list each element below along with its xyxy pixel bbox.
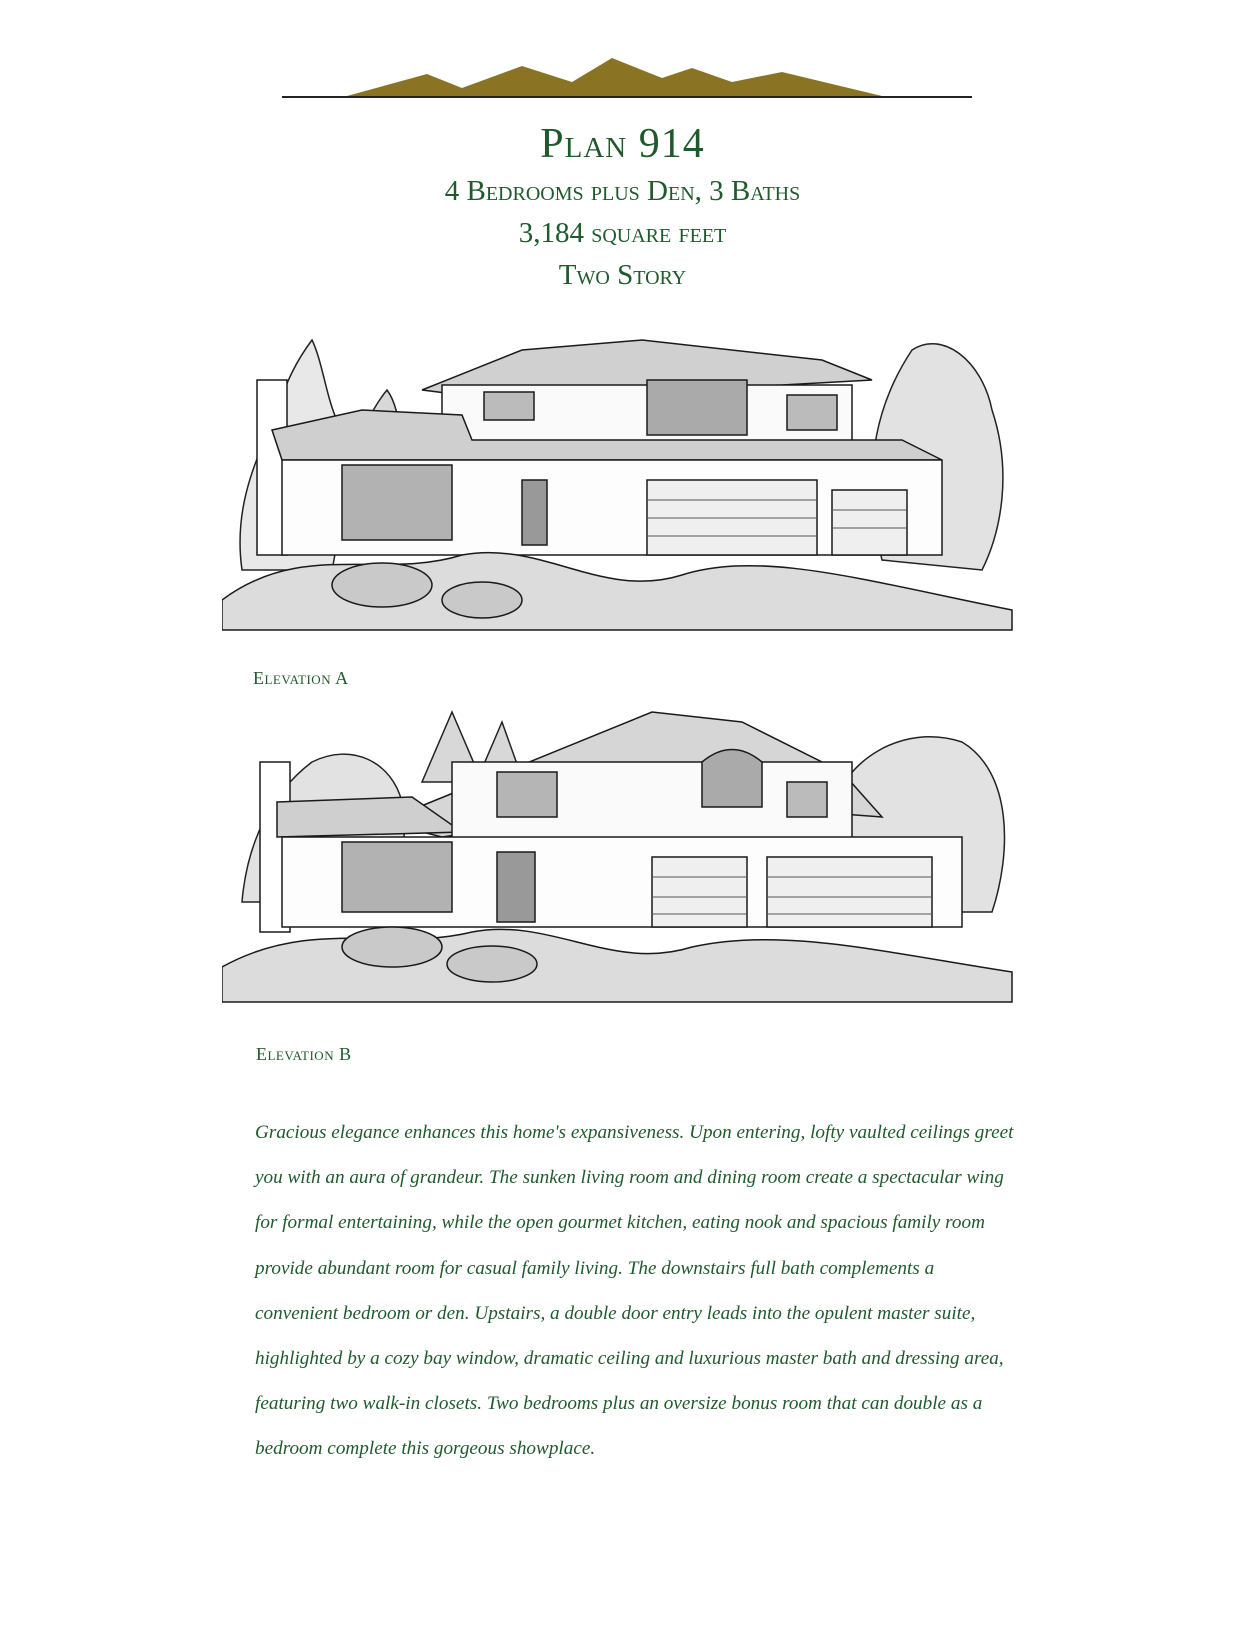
mountain-logo: [282, 52, 972, 102]
plan-title: Plan 914: [540, 121, 705, 167]
elevation-b-label: Elevation B: [256, 1044, 352, 1064]
front-window: [342, 842, 452, 912]
entry-door: [522, 480, 547, 545]
boulder-2: [447, 946, 537, 982]
upper-window-3: [787, 395, 837, 430]
upper-window-3: [787, 782, 827, 817]
square-feet: 3,184 square feet: [518, 217, 727, 249]
boulder-1: [342, 927, 442, 967]
upper-window-1: [484, 392, 534, 420]
bedrooms-baths: 4 Bedrooms plus Den, 3 Baths: [444, 175, 801, 207]
garage-door-small: [832, 490, 907, 555]
garage-door-right: [767, 857, 932, 927]
elevation-b-illustration: [222, 702, 1032, 1047]
plan-header: [0, 118, 1245, 296]
upper-window-1: [497, 772, 557, 817]
boulder-2: [442, 582, 522, 618]
story-count: Two Story: [558, 259, 687, 291]
upper-window-2: [647, 380, 747, 435]
plan-description: Gracious elegance enhances this home's expansiveness. Upon entering, lofty vaulted ceilings greet you with an aura of grandeur. The sunken living room and dining room create a spectacular wing for formal entertaining, while the open gourmet kitchen, eating nook and spacious family room provide abundant room for casual family living. The downstairs full bath complements a convenient bedroom or den. Upstairs, a double door entry leads into the opulent master suite, highlighted by a cozy bay window, dramatic ceiling and luxurious master bath and dressing area, featuring two walk-in closets. Two bedrooms plus an oversize bonus room that can double as a bedroom complete this gorgeous showplace.: [255, 1122, 1014, 1460]
elevation-a-illustration: [222, 300, 1032, 670]
arched-window: [702, 750, 762, 808]
front-window: [342, 465, 452, 540]
elevation-a-label: Elevation A: [253, 668, 349, 688]
garage-door-left: [652, 857, 747, 927]
mountain-range-icon: [347, 58, 882, 96]
entry-door: [497, 852, 535, 922]
landscaping: [222, 929, 1012, 1002]
boulder-1: [332, 563, 432, 607]
